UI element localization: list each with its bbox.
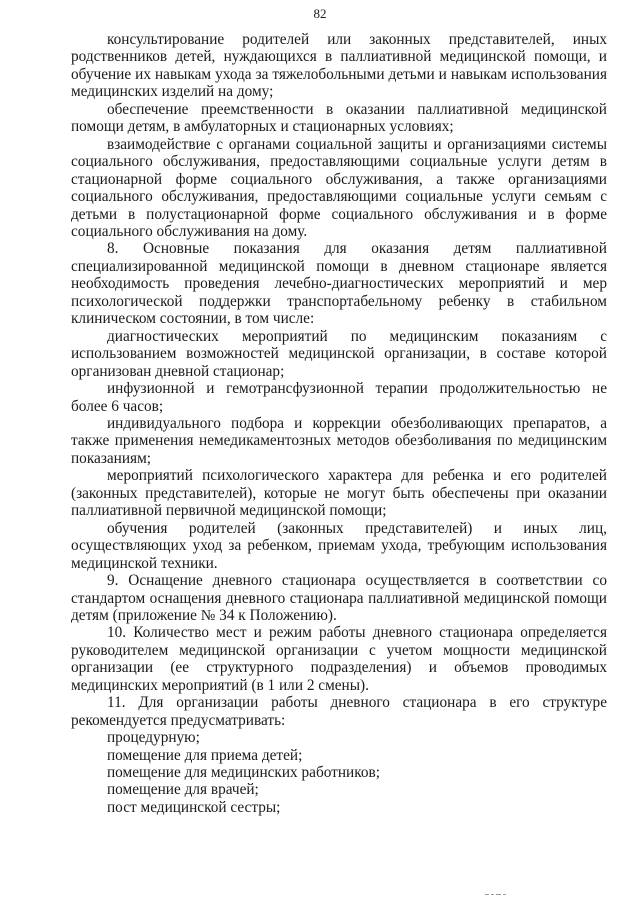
scan-artifact	[485, 893, 507, 897]
page-number: 82	[313, 6, 327, 21]
list-item-admission-room: помещение для приема детей;	[107, 746, 303, 764]
paragraph-section-8: 8. Основные показания для оказания детям паллиативной специализированной медицинской помощи в дневном стационаре является необходимость проведения лечебно-диагностических мероприятий и мер психологической поддержки транспортабельному ребенку в стабильном клиническом состоянии, в том числе:	[71, 240, 607, 328]
document-body	[71, 31, 607, 816]
paragraph-section-10: 10. Количество мест и режим работы дневного стационара определяется руководителем медицинской организации с учетом мощности медицинской организации (ее структурного подразделения) и объемов проводимых медицинских мероприятий (в 1 или 2 смены).	[71, 624, 607, 694]
paragraph-diagnostics: диагностических мероприятий по медицинским показаниям с использованием возможностей медицинской организации, в составе которой организован дневной стационар;	[71, 327, 607, 380]
paragraph-section-9: 9. Оснащение дневного стационара осуществляется в соответствии со стандартом оснащения дневного стационара паллиативной медицинской помощи детям (приложение № 34 к Положению).	[71, 572, 607, 624]
paragraph-pain-relief: индивидуального подбора и коррекции обезболивающих препаратов, а также применения немедикаментозных методов обезболивания по медицинским показаниям;	[71, 414, 607, 467]
paragraph-infusion-therapy: инфузионной и гемотрансфузионной терапии продолжительностью не более 6 часов;	[71, 380, 607, 415]
paragraph-training-caregivers: обучения родителей (законных представителей) и иных лиц, осуществляющих уход за ребенком, приемам ухода, требующим использования медицинской техники.	[71, 519, 607, 572]
paragraph-continuity-of-care: обеспечение преемственности в оказании паллиативной медицинской помощи детям, в амбулаторных и стационарных условиях;	[71, 100, 607, 136]
paragraph-consulting-parents: консультирование родителей или законных представителей, иных родственников детей, нуждающихся в паллиативной медицинской помощи, и обучение их навыкам ухода за тяжелобольными детьми и навыкам использования медицинских изделий на дому;	[71, 31, 607, 101]
list-item-staff-room: помещение для медицинских работников;	[107, 764, 381, 782]
paragraph-social-cooperation: взаимодействие с органами социальной защиты и организациями системы социального обслуживания, предоставляющими социальные услуги детям в стационарной форме социального обслуживания, а также организациями социального обслуживания, предоставляющими социальные услуги семьям с детьми в полустационарной форме социального обслуживания и в форме социального обслуживания на дому.	[71, 135, 607, 240]
list-item-doctors-room: помещение для врачей;	[107, 781, 259, 799]
list-item-nurse-station: пост медицинской сестры;	[107, 798, 281, 816]
paragraph-section-11: 11. Для организации работы дневного стационара в его структуре рекомендуется предусматривать:	[71, 694, 607, 729]
list-item-procedure-room: процедурную;	[107, 729, 200, 747]
paragraph-psychological-support: мероприятий психологического характера для ребенка и его родителей (законных представителей), которые не могут быть обеспечены при оказании паллиативной первичной медицинской помощи;	[71, 467, 607, 520]
